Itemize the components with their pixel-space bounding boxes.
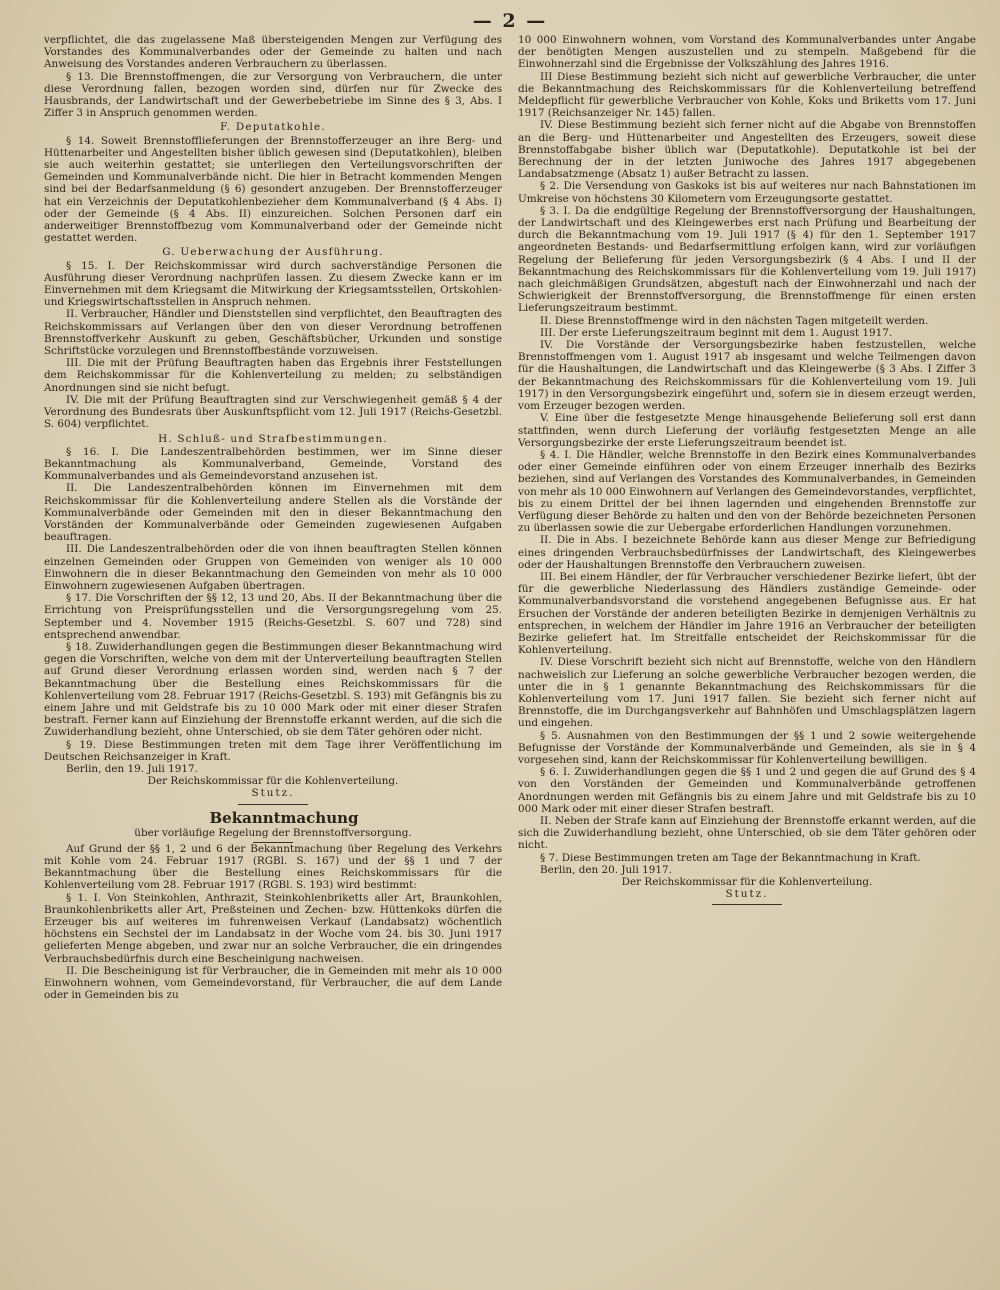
- paragraph: II. Die Bescheinigung ist für Verbraucher, die in Gemeinden mit mehr als 10 000 Einwohnern wohnen, vom Gemeindevorstand, für Verbraucher, die auf dem Lande oder in Gemeinden bis zu: [44, 964, 502, 1002]
- paragraph: verpflichtet, die das zugelassene Maß übersteigenden Mengen zur Verfügung des Vorstandes des Kommunalverbandes oder der Gemeinde zu halten und nach Anweisung des Vorstandes anderen Verbrauchern zu überlassen.: [44, 34, 502, 71]
- signer-title: Der Reichskommissar für die Kohlenverteilung.: [621, 876, 873, 889]
- paragraph: III. Die mit der Prüfung Beauftragten haben das Ergebnis ihrer Feststellungen dem Reichskommissar für die Kohlenverteilung zu melden; zu selbständigen Anordnungen sind sie nicht befugt.: [44, 357, 502, 394]
- paragraph: II. Die Landeszentralbehörden können im Einvernehmen mit dem Reichskommissar für die Kohlenverteilung andere Stellen als die Vorstände der Kommunalverbände oder Gemeinden mit den in dieser Bekanntmachung den Vorständen der Kommunalverbände oder Gemeinden zugewiesenen Aufgaben beauftragen.: [44, 482, 502, 544]
- paragraph: III. Der erste Lieferungszeitraum beginnt mit dem 1. August 1917.: [540, 326, 893, 339]
- columns: [44, 34, 976, 1001]
- section-heading: H. Schluß- und Strafbestimmungen.: [158, 432, 388, 445]
- paragraph: IV. Diese Vorschrift bezieht sich nicht auf Brennstoffe, welche von den Händlern nachweislich zur Lieferung an solche gewerbliche Verbraucher bezogen werden, die unter die in § 1 genannte Bekanntmachung des Reichskommissars für die Kohlenverteilung vom 17. Juni 1917 fallen. Sie bezieht sich ferner nicht auf Brennstoffe, die im Durchgangsverkehr auf Bahnhöfen und Umschlagsplätzen lagern und eingehen.: [518, 656, 976, 730]
- announcement-title: Bekanntmachung: [209, 808, 359, 827]
- divider: [712, 904, 782, 905]
- place-date: Berlin, den 19. Juli 1917.: [66, 762, 198, 775]
- place-date: Berlin, den 20. Juli 1917.: [540, 863, 672, 876]
- signer-name: Stutz.: [251, 787, 295, 800]
- signer-name: Stutz.: [725, 888, 769, 901]
- paragraph: § 3. I. Da die endgültige Regelung der Brennstoffversorgung der Haushaltungen, der Landwirtschaft und des Kleingewerbes erst nach Prüfung und Bearbeitung der durch die Bekanntmachung vom 19. Juli 1917 (§ 4) für den 1. September 1917 angeordneten Bestands- und Bedarfsermittlung erfolgen kann, wird zur vorläufigen Regelung der Belieferung für jeden Versorgungsbezirk (§ 4 Abs. I und II der Bekanntmachung des Reichskommissars für die Kohlenverteilung vom 19. Juli 1917) nach gleichmäßigen Grundsätzen, abgestuft nach der Einwohnerzahl und nach der Schwierigkeit der Brennstoffversorgung, die Brennstoffmenge für einen ersten Lieferungszeitraum bestimmt.: [518, 204, 976, 315]
- paragraph: § 16. I. Die Landeszentralbehörden bestimmen, wer im Sinne dieser Bekanntmachung als Kommunalverband, Gemeinde, Vorstand des Kommunalverbandes und als Gemeindevorstand anzusehen ist.: [44, 445, 502, 483]
- paragraph: IV. Die mit der Prüfung Beauftragten sind zur Verschwiegenheit gemäß § 4 der Verordnung des Bundesrats über Auskunftspflicht vom 12. Juli 1917 (Reichs-Gesetzbl. S. 604) verpflichtet.: [44, 393, 502, 431]
- paragraph: 10 000 Einwohnern wohnen, vom Vorstand des Kommunalverbandes unter Angabe der benötigten Mengen auszustellen und zu stempeln. Maßgebend für die Einwohnerzahl sind die Ergebnisse der Volkszählung des Jahres 1916.: [518, 34, 976, 71]
- paragraph: § 13. Die Brennstoffmengen, die zur Versorgung von Verbrauchern, die unter diese Verordnung fallen, bezogen worden sind, dürfen nur für Zwecke des Hausbrands, der Landwirtschaft und der Gewerbebetriebe im Sinne des § 3, Abs. I Ziffer 3 in Anspruch genommen werden.: [44, 70, 502, 120]
- divider: [238, 804, 308, 805]
- paragraph: § 18. Zuwiderhandlungen gegen die Bestimmungen dieser Bekanntmachung wird gegen die Vorschriften, welche von dem mit der Unterverteilung beauftragten Stellen auf Grund dieser Verordnung erlassen worden sind, werden nach § 7 der Bekanntmachung über die Bestellung eines Reichskommissars für die Kohlenverteilung vom 28. Februar 1917 (Reichs-Gesetzbl. S. 193) mit Gefängnis bis zu einem Jahre und mit Geldstrafe bis zu 10 000 Mark oder mit einer dieser Strafen bestraft. Ferner kann auf Einziehung der Brennstoffe erkannt werden, auf die sich die Zuwiderhandlung bezieht, ohne Unterschied, ob sie dem Täter gehören oder nicht.: [44, 640, 502, 739]
- paragraph: § 1. I. Von Steinkohlen, Anthrazit, Steinkohlenbriketts aller Art, Braunkohlen, Braunkohlenbriketts aller Art, Preßsteinen und Zechen- bzw. Hüttenkoks dürfen die Erzeuger bis auf weiteres im fuhrenweisen Verkauf (Landabsatz) wöchentlich höchstens ein Sechstel der im Landabsatz in der Woche vom 24. bis 30. Juni 1917 gelieferten Menge abgeben, und zwar nur an solche Verbraucher, die ein dringendes Verbrauchsbedürfnis durch eine Bescheinigung nachweisen.: [44, 891, 502, 965]
- paragraph: IV. Diese Bestimmung bezieht sich ferner nicht auf die Abgabe von Brennstoffen an die Berg- und Hüttenarbeiter und Angestellten des Erzeugers, soweit diese Brennstoffabgabe bisher üblich war (Deputatkohle). Deputatkohle ist bei der Berechnung der in der letzten Juniwoche des Jahres 1917 abgegebenen Landabsatzmenge (Absatz 1) außer Betracht zu lassen.: [518, 119, 976, 181]
- signer-title: Der Reichskommissar für die Kohlenverteilung.: [147, 775, 399, 788]
- paragraph: II. Verbraucher, Händler und Dienststellen sind verpflichtet, den Beauftragten des Reichskommissars auf Verlangen über den von dieser Verordnung betroffenen Brennstoffverkehr Auskunft zu geben, Geschäftsbücher, Urkunden und sonstige Schriftstücke vorzulegen und Brennstoffbestände vorzuweisen.: [44, 308, 502, 358]
- paragraph: II. Diese Brennstoffmenge wird in den nächsten Tagen mitgeteilt werden.: [540, 314, 929, 327]
- paragraph: § 15. I. Der Reichskommissar wird durch sachverständige Personen die Ausführung dieser Verordnung nachprüfen lassen. Zu diesem Zwecke kann er im Einvernehmen mit dem Kriegsamt die Mitwirkung der Kriegsamtsstellen, Ortskohlen- und Kriegswirtschaftsstellen in Anspruch nehmen.: [44, 259, 502, 309]
- paragraph: § 19. Diese Bestimmungen treten mit dem Tage ihrer Veröffentlichung im Deutschen Reichsanzeiger in Kraft.: [44, 738, 502, 763]
- paragraph: § 4. I. Die Händler, welche Brennstoffe in den Bezirk eines Kommunalverbandes oder einer Gemeinde einführen oder von einem Erzeuger innerhalb des Bezirks beziehen, sind auf Verlangen des Vorstandes des Kommunalverbandes, in Gemeinden von mehr als 10 000 Einwohnern auf Verlangen des Gemeindevorstandes, verpflichtet, bis zu einem Drittel der bei ihnen lagernden und eingehenden Brennstoffe zur Verfügung dieser Behörde zu halten und den von der Behörde bezeichneten Personen zu überlassen sowie die zur Uebergabe erforderlichen Handlungen vorzunehmen.: [518, 448, 976, 535]
- paragraph: Auf Grund der §§ 1, 2 und 6 der Bekanntmachung über Regelung des Verkehrs mit Kohle vom 24. Februar 1917 (RGBl. S. 167) und der §§ 1 und 7 der Bekanntmachung über die Bestellung eines Reichskommissars für die Kohlenverteilung vom 28. Februar 1917 (RGBl. S. 193) wird bestimmt:: [44, 842, 502, 892]
- paragraph: III. Die Landeszentralbehörden oder die von ihnen beauftragten Stellen können einzelnen Gemeinden oder Gruppen von Gemeinden von weniger als 10 000 Einwohnern die in dieser Bekanntmachung den Gemeinden von mehr als 10 000 Einwohnern zugewiesenen Aufgaben übertragen.: [44, 543, 502, 592]
- paragraph: III Diese Bestimmung bezieht sich nicht auf gewerbliche Verbraucher, die unter die Bekanntmachung des Reichskommissars für die Kohlenverteilung betreffend Meldepflicht für gewerbliche Verbraucher von Kohle, Koks und Briketts vom 17. Juni 1917 (Reichsanzeiger Nr. 145) fallen.: [518, 70, 976, 120]
- left-column: [44, 34, 502, 1001]
- section-heading: G. Ueberwachung der Ausführung.: [162, 246, 384, 259]
- section-heading: F. Deputatkohle.: [220, 121, 326, 134]
- paragraph: § 6. I. Zuwiderhandlungen gegen die §§ 1 und 2 und gegen die auf Grund des § 4 von den Vorständen der Gemeinden und Kommunalverbände getroffenen Anordnungen werden mit Gefängnis bis zu einem Jahre und mit Geldstrafe bis zu 10 000 Mark oder mit einer dieser Strafen bestraft.: [518, 766, 976, 815]
- announcement-subtitle: über vorläufige Regelung der Brennstoffversorgung.: [134, 826, 412, 839]
- paragraph: § 2. Die Versendung von Gaskoks ist bis auf weiteres nur nach Bahnstationen im Umkreise von höchstens 30 Kilometern vom Erzeugungsorte gestattet.: [518, 180, 976, 205]
- right-column: [518, 34, 976, 1001]
- paragraph: II. Die in Abs. I bezeichnete Behörde kann aus dieser Menge zur Befriedigung eines dringenden Verbrauchsbedürfnisses der Landwirtschaft, des Kleingewerbes oder der Haushaltungen Brennstoffe den Verbrauchern zuweisen.: [518, 534, 976, 571]
- paragraph: IV. Die Vorstände der Versorgungsbezirke haben festzustellen, welche Brennstoffmengen vom 1. August 1917 ab insgesamt und welche Teilmengen davon für die Haushaltungen, die Landwirtschaft und das Kleingewerbe (§ 3 Abs. I Ziffer 3 der Bekanntmachung des Reichskommissars für die Kohlenverteilung vom 19. Juli 1917) in den Versorgungsbezirk eingeführt und, sofern sie in diesem erzeugt werden, vom Erzeuger bezogen werden.: [518, 339, 976, 413]
- page-number: — 2 —: [472, 10, 548, 32]
- paragraph: III. Bei einem Händler, der für Verbraucher verschiedener Bezirke liefert, übt der für die gewerbliche Niederlassung des Händlers zuständige Gemeinde- oder Kommunalverbandsvorstand die vorstehend angegebenen Befugnisse aus. Er hat Ersuchen der Vorstände der anderen beteiligten Bezirke in demjenigen Verhältnis zu entsprechen, in welchem der Händler im Jahre 1916 an Verbraucher der beteiligten Bezirke geliefert hat. Im Streitfalle entscheidet der Reichskommissar für die Kohlenverteilung.: [518, 570, 976, 657]
- paragraph: § 5. Ausnahmen von den Bestimmungen der §§ 1 und 2 sowie weitergehende Befugnisse der Vorstände der Kommunalverbände und Gemeinden, als sie in § 4 vorgesehen sind, kann der Reichskommissar für Kohlenverteilung bewilligen.: [518, 729, 976, 766]
- paragraph: § 17. Die Vorschriften der §§ 12, 13 und 20, Abs. II der Bekanntmachung über die Errichtung von Preisprüfungsstellen und die Versorgungsregelung vom 25. September und 4. November 1915 (Reichs-Gesetzbl. S. 607 und 728) sind entsprechend anwendbar.: [44, 592, 502, 641]
- paragraph: § 7. Diese Bestimmungen treten am Tage der Bekanntmachung in Kraft.: [540, 851, 921, 864]
- paragraph: V. Eine über die festgesetzte Menge hinausgehende Belieferung soll erst dann stattfinden, wenn durch Lieferung der vorläufig festgesetzten Menge an alle Versorgungsbezirke der erste Lieferungszeitraum beendet ist.: [518, 412, 976, 449]
- paragraph: II. Neben der Strafe kann auf Einziehung der Brennstoffe erkannt werden, auf die sich die Zuwiderhandlung bezieht, ohne Unterschied, ob sie dem Täter gehören oder nicht.: [518, 815, 976, 852]
- paragraph: § 14. Soweit Brennstofflieferungen der Brennstofferzeuger an ihre Berg- und Hüttenarbeiter und Angestellten bisher üblich gewesen sind (Deputatkohlen), bleiben sie auch weiterhin gestattet; sie unterliegen den Verteilungsvorschriften der Gemeinden und Kommunalverbände nicht. Die hier in Betracht kommenden Mengen sind bei der Bedarfsanmeldung (§ 6) gesondert anzugeben. Der Brennstofferzeuger hat ein Verzeichnis der Deputatkohlenbezieher dem Kommunalverband (§ 4 Abs. I) oder der Gemeinde (§ 4 Abs. II) einzureichen. Solchen Personen darf ein anderweitiger Brennstoffbezug vom Kommunalverband oder der Gemeinde nicht gestattet werden.: [44, 134, 502, 245]
